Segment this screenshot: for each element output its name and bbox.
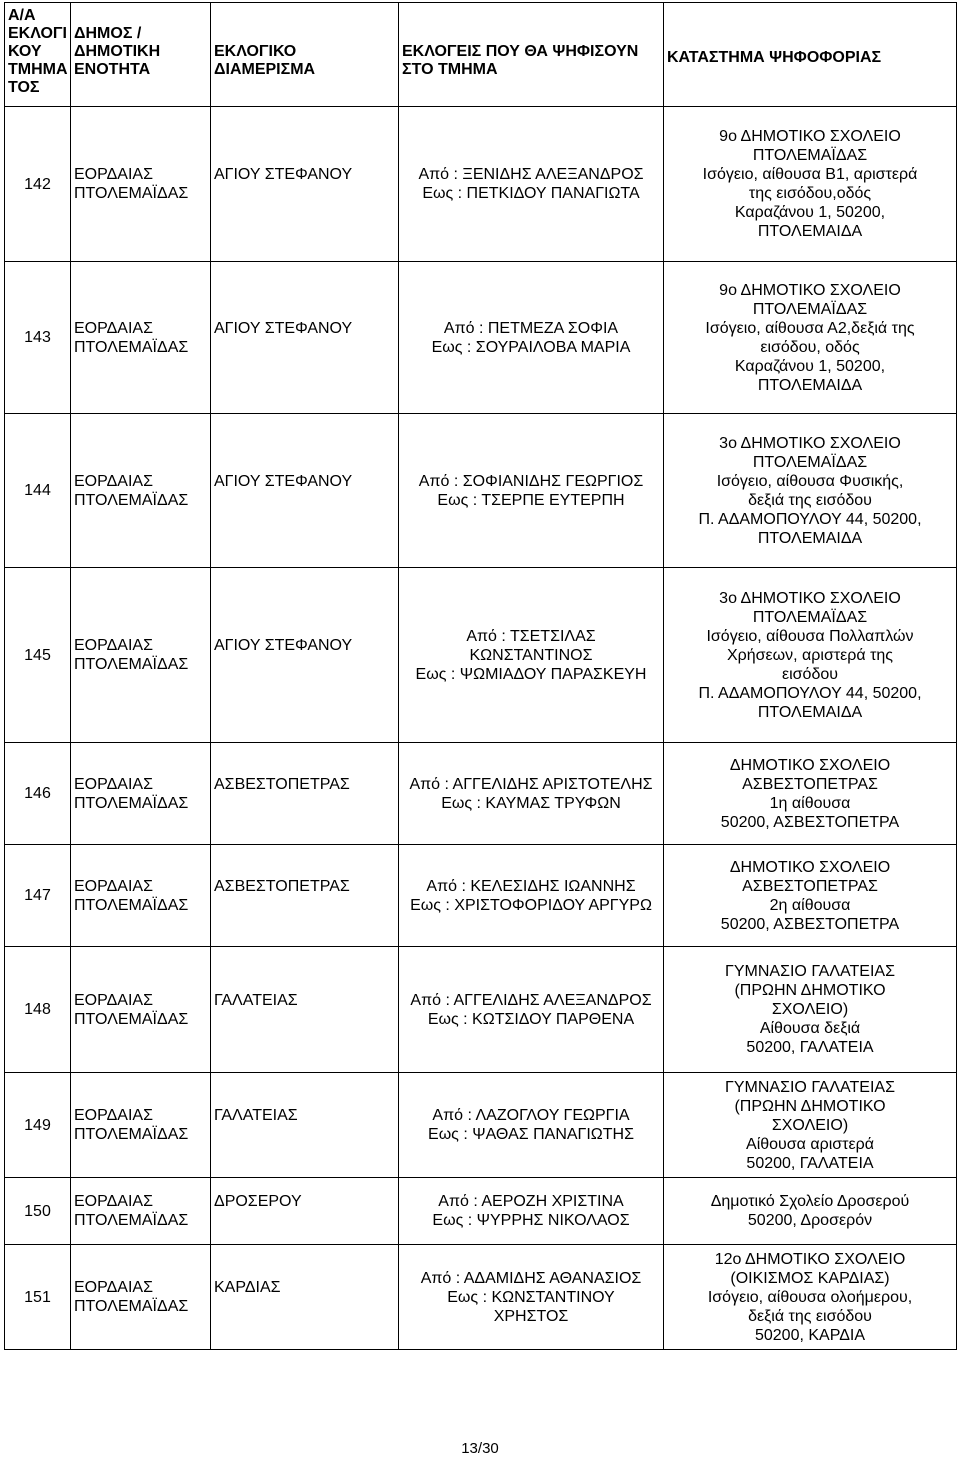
- voter-range-line: ΧΡΗΣΤΟΣ: [493, 1307, 569, 1325]
- district-cell: [211, 262, 399, 414]
- table-row: [5, 1245, 957, 1350]
- municipality-line: ΕΟΡΔΑΙΑΣ: [74, 877, 153, 895]
- voter-range-line: Εως : ΚΑΥΜΑΣ ΤΡΥΦΩΝ: [441, 794, 621, 812]
- polling-station-cell: [664, 1178, 957, 1245]
- municipality-cell: [71, 1245, 211, 1350]
- municipality-line: ΕΟΡΔΑΙΑΣ: [74, 1193, 153, 1210]
- municipality-line: ΕΟΡΔΑΙΑΣ: [74, 166, 153, 183]
- polling-station-line: ΣΧΟΛΕΙΟ): [771, 1001, 849, 1018]
- polling-station-line: Καραζάνου 1, 50200,: [734, 357, 886, 375]
- polling-station-line: (ΠΡΩΗΝ ΔΗΜΟΤΙΚΟ: [734, 1097, 886, 1115]
- table-row: [5, 262, 957, 414]
- municipality-line: ΠΤΟΛΕΜΑΪΔΑΣ: [74, 896, 189, 914]
- polling-station-line: ΓΥΜΝΑΣΙΟ ΓΑΛΑΤΕΙΑΣ: [725, 963, 895, 980]
- section-number: 146: [5, 743, 71, 845]
- polling-station-line: 3ο ΔΗΜΟΤΙΚΟ ΣΧΟΛΕΙΟ: [719, 589, 901, 607]
- polling-station-line: 9ο ΔΗΜΟΤΙΚΟ ΣΧΟΛΕΙΟ: [719, 281, 901, 299]
- polling-station-cell: [664, 845, 957, 947]
- district-cell: [211, 845, 399, 947]
- district-name: ΑΓΙΟΥ ΣΤΕΦΑΝΟΥ: [214, 319, 353, 337]
- voter-range-line: Εως : ΧΡΙΣΤΟΦΟΡΙΔΟΥ ΑΡΓΥΡΩ: [410, 896, 652, 914]
- district-name: ΑΓΙΟΥ ΣΤΕΦΑΝΟΥ: [214, 637, 353, 654]
- municipality-line: ΠΤΟΛΕΜΑΪΔΑΣ: [74, 1298, 189, 1315]
- table-row: [5, 1178, 957, 1245]
- section-number: 151: [5, 1245, 71, 1350]
- polling-station-line: ΑΣΒΕΣΤΟΠΕΤΡΑΣ: [742, 775, 878, 793]
- district-name: ΑΓΙΟΥ ΣΤΕΦΑΝΟΥ: [214, 166, 353, 183]
- section-number: 147: [5, 845, 71, 947]
- district-cell: [211, 743, 399, 845]
- polling-station-line: ΑΣΒΕΣΤΟΠΕΤΡΑΣ: [742, 877, 878, 895]
- district-cell: [211, 568, 399, 743]
- municipality-cell: [71, 1073, 211, 1178]
- polling-station-cell: [664, 1073, 957, 1178]
- voter-range-line: Εως : ΨΥΡΡΗΣ ΝΙΚΟΛΑΟΣ: [432, 1212, 630, 1229]
- polling-station-line: ΠΤΟΛΕΜΑΪΔΑΣ: [752, 453, 868, 471]
- polling-station-cell: [664, 947, 957, 1073]
- polling-station-line: (ΟΙΚΙΣΜΟΣ ΚΑΡΔΙΑΣ): [730, 1269, 890, 1287]
- municipality-line: ΕΟΡΔΑΙΑΣ: [74, 637, 153, 654]
- header-district: ΕΚΛΟΓΙΚΟ ΔΙΑΜΕΡΙΣΜΑ: [211, 3, 399, 107]
- voter-range-line: Από : ΑΕΡΟΖΗ ΧΡΙΣΤΙΝΑ: [438, 1193, 624, 1210]
- district-cell: [211, 107, 399, 262]
- district-name: ΑΓΙΟΥ ΣΤΕΦΑΝΟΥ: [214, 472, 353, 490]
- voter-range-line: Από : ΞΕΝΙΔΗΣ ΑΛΕΞΑΝΔΡΟΣ: [418, 166, 644, 183]
- table-row: [5, 1073, 957, 1178]
- polling-station-line: της εισόδου,οδός: [748, 185, 872, 202]
- polling-station-line: Δημοτικό Σχολείο Δροσερού: [710, 1193, 910, 1210]
- polling-station-line: ΠΤΟΛΕΜΑΪΔΑΣ: [752, 147, 868, 164]
- polling-station-line: Ισόγειο, αίθουσα Α2,δεξιά της: [705, 319, 915, 337]
- district-cell: [211, 947, 399, 1073]
- polling-station-line: ΓΥΜΝΑΣΙΟ ΓΑΛΑΤΕΙΑΣ: [725, 1078, 895, 1096]
- polling-station-line: Χρήσεων, αριστερά της: [726, 646, 894, 664]
- municipality-cell: [71, 1178, 211, 1245]
- district-cell: [211, 1245, 399, 1350]
- polling-station-line: Ισόγειο, αίθουσα ολοήμερου,: [707, 1288, 913, 1306]
- municipality-line: ΕΟΡΔΑΙΑΣ: [74, 1279, 153, 1296]
- polling-station-line: 1η αίθουσα: [769, 794, 851, 812]
- polling-station-line: δεξιά της εισόδου: [748, 491, 872, 509]
- table-row: [5, 568, 957, 743]
- voter-range-cell: [399, 107, 664, 262]
- polling-station-line: Ισόγειο, αίθουσα Φυσικής,: [716, 472, 904, 490]
- polling-station-cell: [664, 107, 957, 262]
- polling-station-line: 3ο ΔΗΜΟΤΙΚΟ ΣΧΟΛΕΙΟ: [719, 434, 901, 452]
- municipality-line: ΕΟΡΔΑΙΑΣ: [74, 775, 153, 793]
- table-row: [5, 107, 957, 262]
- voter-range-line: Εως : ΠΕΤΚΙΔΟΥ ΠΑΝΑΓΙΩΤΑ: [422, 185, 640, 202]
- voter-range-cell: [399, 1245, 664, 1350]
- polling-station-line: 50200, ΓΑΛΑΤΕΙΑ: [746, 1154, 874, 1172]
- polling-station-cell: [664, 568, 957, 743]
- district-name: ΑΣΒΕΣΤΟΠΕΤΡΑΣ: [214, 775, 350, 793]
- municipality-line: ΠΤΟΛΕΜΑΪΔΑΣ: [74, 1212, 189, 1229]
- polling-station-line: ΠΤΟΛΕΜΑΪΔΑΣ: [752, 608, 868, 626]
- polling-station-line: 50200, ΑΣΒΕΣΤΟΠΕΤΡΑ: [720, 813, 900, 831]
- municipality-line: ΠΤΟΛΕΜΑΪΔΑΣ: [74, 656, 189, 673]
- voter-range-cell: [399, 947, 664, 1073]
- district-name: ΚΑΡΔΙΑΣ: [214, 1279, 281, 1296]
- polling-station-line: Καραζάνου 1, 50200,: [734, 204, 886, 221]
- header-aa: Α/Α ΕΚΛΟΓΙ ΚΟΥ ΤΜΗΜΑ ΤΟΣ: [5, 3, 71, 107]
- polling-station-line: Αίθουσα αριστερά: [746, 1135, 874, 1153]
- municipality-cell: [71, 262, 211, 414]
- voter-range-line: Εως : ΨΩΜΙΑΔΟΥ ΠΑΡΑΣΚΕΥΗ: [415, 665, 647, 683]
- polling-station-line: ΠΤΟΛΕΜΑΙΔΑ: [757, 376, 863, 394]
- polling-station-line: 12ο ΔΗΜΟΤΙΚΟ ΣΧΟΛΕΙΟ: [714, 1250, 906, 1268]
- municipality-line: ΕΟΡΔΑΙΑΣ: [74, 991, 153, 1009]
- voter-range-line: Εως : ΨΑΘΑΣ ΠΑΝΑΓΙΩΤΗΣ: [428, 1126, 634, 1143]
- polling-station-line: Π. ΑΔΑΜΟΠΟΥΛΟΥ 44, 50200,: [698, 684, 922, 702]
- voter-range-cell: [399, 845, 664, 947]
- polling-station-line: (ΠΡΩΗΝ ΔΗΜΟΤΙΚΟ: [734, 982, 886, 999]
- table-row: [5, 414, 957, 568]
- polling-station-line: ΔΗΜΟΤΙΚΟ ΣΧΟΛΕΙΟ: [729, 858, 891, 876]
- header-row: [5, 3, 957, 107]
- municipality-cell: [71, 414, 211, 568]
- voter-range-line: Εως : ΚΩΤΣΙΔΟΥ ΠΑΡΘΕΝΑ: [427, 1010, 635, 1028]
- section-number: 144: [5, 414, 71, 568]
- polling-station-cell: [664, 1245, 957, 1350]
- voter-range-line: Από : ΠΕΤΜΕΖΑ ΣΟΦΙΑ: [443, 319, 619, 337]
- section-number: 142: [5, 107, 71, 262]
- municipality-line: ΕΟΡΔΑΙΑΣ: [74, 1107, 153, 1124]
- polling-station-line: 50200, ΑΣΒΕΣΤΟΠΕΤΡΑ: [720, 915, 900, 933]
- voter-range-line: Από : ΚΕΛΕΣΙΔΗΣ ΙΩΑΝΝΗΣ: [426, 877, 636, 895]
- polling-station-line: ΠΤΟΛΕΜΑΙΔΑ: [757, 703, 863, 721]
- municipality-cell: [71, 568, 211, 743]
- municipality-cell: [71, 107, 211, 262]
- polling-station-line: εισόδου: [781, 665, 838, 683]
- district-cell: [211, 1178, 399, 1245]
- voter-range-line: Εως : ΣΟΥΡΑΙΛΟΒΑ ΜΑΡΙΑ: [431, 338, 631, 356]
- district-name: ΑΣΒΕΣΤΟΠΕΤΡΑΣ: [214, 877, 350, 895]
- polling-stations-table: [4, 2, 957, 1350]
- voter-range-line: Εως : ΤΣΕΡΠΕ ΕΥΤΕΡΠΗ: [437, 491, 625, 509]
- polling-station-cell: [664, 262, 957, 414]
- section-number: 143: [5, 262, 71, 414]
- polling-station-line: 50200, ΓΑΛΑΤΕΙΑ: [746, 1039, 874, 1056]
- polling-station-cell: [664, 414, 957, 568]
- municipality-cell: [71, 947, 211, 1073]
- polling-station-line: εισόδου, οδός: [760, 338, 860, 356]
- polling-station-cell: [664, 743, 957, 845]
- municipality-line: ΕΟΡΔΑΙΑΣ: [74, 472, 153, 490]
- polling-station-line: Π. ΑΔΑΜΟΠΟΥΛΟΥ 44, 50200,: [698, 510, 922, 528]
- table-row: [5, 743, 957, 845]
- polling-station-line: ΣΧΟΛΕΙΟ): [771, 1116, 849, 1134]
- page-number: 13/30: [461, 1440, 499, 1457]
- voter-range-cell: [399, 743, 664, 845]
- voter-range-cell: [399, 262, 664, 414]
- polling-station-line: ΔΗΜΟΤΙΚΟ ΣΧΟΛΕΙΟ: [729, 756, 891, 774]
- voter-range-line: Από : ΑΓΓΕΛΙΔΗΣ ΑΛΕΞΑΝΔΡΟΣ: [410, 991, 652, 1009]
- municipality-line: ΠΤΟΛΕΜΑΪΔΑΣ: [74, 1126, 189, 1143]
- district-name: ΓΑΛΑΤΕΙΑΣ: [214, 1107, 298, 1124]
- voter-range-line: ΚΩΝΣΤΑΝΤΙΝΟΣ: [469, 646, 593, 664]
- voter-range-line: Εως : ΚΩΝΣΤΑΝΤΙΝΟΥ: [447, 1288, 615, 1306]
- voter-range-line: Από : ΑΓΓΕΛΙΔΗΣ ΑΡΙΣΤΟΤΕΛΗΣ: [409, 775, 653, 793]
- polling-station-line: 50200, Δροσερόν: [747, 1212, 873, 1229]
- voter-range-cell: [399, 1178, 664, 1245]
- district-cell: [211, 414, 399, 568]
- polling-station-line: ΠΤΟΛΕΜΑΙΔΑ: [757, 223, 863, 240]
- header-store: ΚΑΤΑΣΤΗΜΑ ΨΗΦΟΦΟΡΙΑΣ: [664, 3, 957, 107]
- municipality-line: ΕΟΡΔΑΙΑΣ: [74, 319, 153, 337]
- municipality-line: ΠΤΟΛΕΜΑΪΔΑΣ: [74, 794, 189, 812]
- polling-station-line: Ισόγειο, αίθουσα Πολλαπλών: [706, 627, 914, 645]
- polling-station-line: Ισόγειο, αίθουσα Β1, αριστερά: [702, 166, 918, 183]
- voter-range-line: Από : ΛΑΖΟΓΛΟΥ ΓΕΩΡΓΙΑ: [432, 1107, 630, 1124]
- section-number: 145: [5, 568, 71, 743]
- polling-station-line: δεξιά της εισόδου: [748, 1307, 872, 1325]
- table-row: [5, 845, 957, 947]
- header-voters: ΕΚΛΟΓΕΙΣ ΠΟΥ ΘΑ ΨΗΦΙΣΟΥΝ ΣΤΟ ΤΜΗΜΑ: [399, 3, 664, 107]
- municipality-line: ΠΤΟΛΕΜΑΪΔΑΣ: [74, 491, 189, 509]
- polling-station-line: 50200, ΚΑΡΔΙΑ: [754, 1326, 865, 1344]
- municipality-cell: [71, 743, 211, 845]
- municipality-line: ΠΤΟΛΕΜΑΪΔΑΣ: [74, 185, 189, 202]
- header-municipality: ΔΗΜΟΣ / ΔΗΜΟΤΙΚΗ ΕΝΟΤΗΤΑ: [71, 3, 211, 107]
- polling-station-line: ΠΤΟΛΕΜΑΙΔΑ: [757, 529, 863, 547]
- voter-range-line: Από : ΑΔΑΜΙΔΗΣ ΑΘΑΝΑΣΙΟΣ: [420, 1269, 642, 1287]
- section-number: 149: [5, 1073, 71, 1178]
- municipality-line: ΠΤΟΛΕΜΑΪΔΑΣ: [74, 338, 189, 356]
- voter-range-cell: [399, 1073, 664, 1178]
- district-name: ΓΑΛΑΤΕΙΑΣ: [214, 991, 298, 1009]
- voter-range-line: Από : ΤΣΕΤΣΙΛΑΣ: [466, 627, 596, 645]
- table-body: [5, 107, 957, 1350]
- voter-range-cell: [399, 414, 664, 568]
- polling-station-line: ΠΤΟΛΕΜΑΪΔΑΣ: [752, 300, 868, 318]
- polling-station-line: Αίθουσα δεξιά: [759, 1020, 861, 1037]
- district-name: ΔΡΟΣΕΡΟΥ: [214, 1193, 302, 1210]
- section-number: 148: [5, 947, 71, 1073]
- voter-range-line: Από : ΣΟΦΙΑΝΙΔΗΣ ΓΕΩΡΓΙΟΣ: [418, 472, 644, 490]
- municipality-cell: [71, 845, 211, 947]
- table-row: [5, 947, 957, 1073]
- district-cell: [211, 1073, 399, 1178]
- polling-station-line: 9ο ΔΗΜΟΤΙΚΟ ΣΧΟΛΕΙΟ: [719, 128, 901, 145]
- polling-station-line: 2η αίθουσα: [769, 896, 851, 914]
- voter-range-cell: [399, 568, 664, 743]
- section-number: 150: [5, 1178, 71, 1245]
- municipality-line: ΠΤΟΛΕΜΑΪΔΑΣ: [74, 1010, 189, 1028]
